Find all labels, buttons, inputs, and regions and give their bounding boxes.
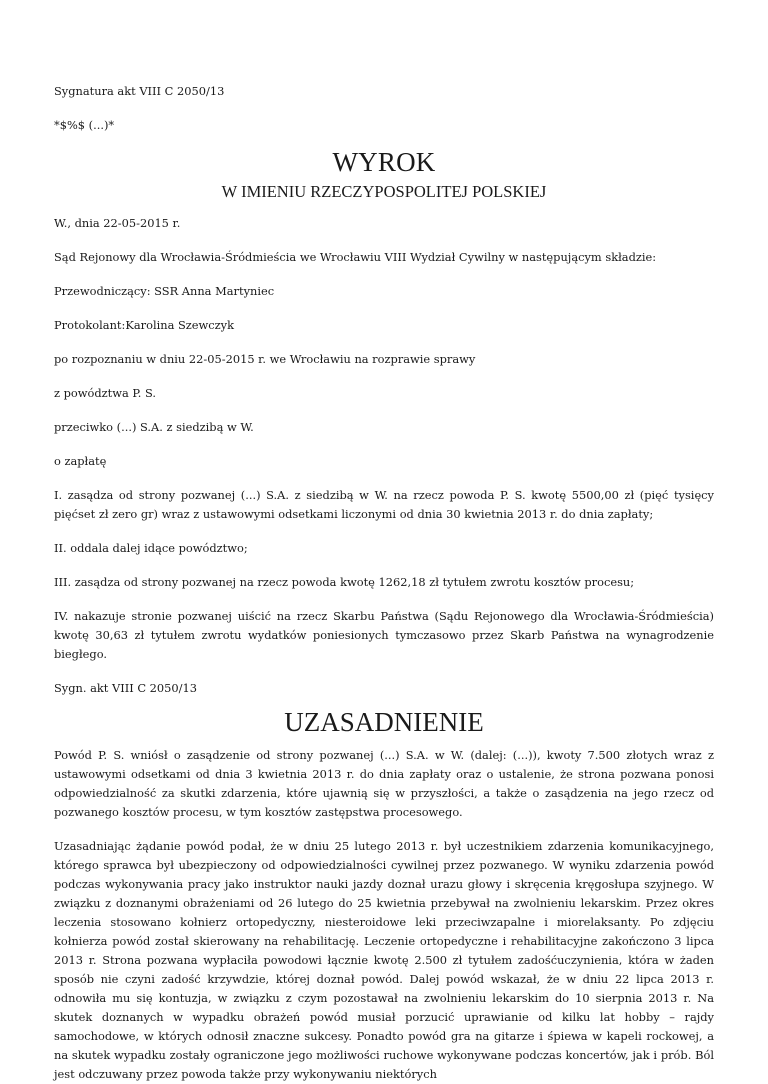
ruling-point-4: IV. nakazuje stronie pozwanej uiścić na rzecz Skarbu Państwa (Sądu Rejonowego dla Wrocławia-Śródmieścia) kwotę 30,63 zł tytułem zwrotu wydatków poniesionych tymczasowo przez Skarb Państwa na wynagrodzenie biegłego.	[54, 609, 714, 661]
ruling-point-2: II. oddala dalej idące powództwo;	[54, 541, 248, 555]
ruling-point-3: III. zasądza od strony pozwanej na rzecz powoda kwotę 1262,18 zł tytułem zwrotu kosztów procesu;	[54, 575, 635, 589]
case-signature: Sygnatura akt VIII C 2050/13	[54, 84, 225, 98]
clerk-line: Protokolant:Karolina Szewczyk	[54, 318, 234, 332]
justification-paragraph-2: Uzasadniając żądanie powód podał, że w dniu 25 lutego 2013 r. był uczestnikiem zdarzenia komunikacyjnego, którego sprawca był ubezpieczony od odpowiedzialności cywilnej przez pozwanego. W wyniku zdarzenia powód podczas wykonywania pracy jako instruktor nauki jazdy doznał urazu głowy i skręcenia kręgosłupa szyjnego. W związku z doznanymi obrażeniami od 26 lutego do 25 kwietnia przebywał na zwolnieniu lekarskim. Przez okres leczenia stosowano kołnierz ortopedyczny, niesteroidowe leki przeciwzapalne i miorelaksanty. Po zdjęciu kołnierza powód został skierowany na rehabilitację. Leczenie ortopedyczne i rehabilitacyjne zakończono 3 lipca 2013 r. Strona pozwana wypłaciła powodowi łącznie kwotę 2.500 zł tytułem zadośćuczynienia, która w żaden sposób nie czyni zadość krzywdzie, której doznał powód. Dalej powód wskazał, że w dniu 22 lipca 2013 r. odnowiła mu się kontuzja, w związku z czym pozostawał na zwolnieniu lekarskim do 10 sierpnia 2013 r. Na skutek doznanych w wypadku obrażeń powód musiał porzucić uprawianie od kilku lat hobby – rajdy samochodowe, w których odnosił znaczne sukcesy. Ponadto powód gra na gitarze i śpiewa w kapeli rockowej, a na skutek wypadku zostały ograniczone jego możliwości ruchowe wykonywane podczas koncertów, jak i prób. Ból jest odczuwany przez powoda także przy wykonywaniu niektórych	[54, 839, 714, 1081]
justification-heading: UZASADNIENIE	[284, 707, 484, 737]
ruling-point-1: I. zasądza od strony pozwanej (...) S.A. z siedzibą w W. na rzecz powoda P. S. kwotę 5500,00 zł (pięć tysięcy pięćset zł zero gr) wraz z ustawowymi odsetkami liczonymi od dnia 30 kwietnia 2013 r. do dnia zapłaty;	[54, 488, 714, 521]
date-line: W., dnia 22-05-2015 r.	[54, 216, 181, 230]
document-title: WYROK	[332, 147, 436, 177]
court-line: Sąd Rejonowy dla Wrocławia-Śródmieścia we Wrocławiu VIII Wydział Cywilny w następującym składzie:	[54, 250, 657, 264]
justification-paragraph-1: Powód P. S. wniósł o zasądzenie od strony pozwanej (...) S.A. w W. (dalej: (...)), kwoty 7.500 złotych wraz z ustawowymi odsetkami od dnia 3 kwietnia 2013 r. do dnia zapłaty oraz o ustalenie, że strona pozwana ponosi odpowiedzialność za skutki zdarzenia, które ujawnią się w przyszłości, a także o zasądzenia na jego rzecz od pozwanego kosztów procesu, w tym kosztów zastępstwa procesowego.	[54, 748, 714, 819]
defendant-line: przeciwko (...) S.A. z siedzibą w W.	[54, 420, 254, 434]
subject-line: o zapłatę	[54, 454, 107, 468]
case-signature-2: Sygn. akt VIII C 2050/13	[54, 681, 198, 695]
chairman-line: Przewodniczący: SSR Anna Martyniec	[54, 284, 275, 298]
judgment-document	[54, 82, 714, 1084]
document-subtitle: W IMIENIU RZECZYPOSPOLITEJ POLSKIEJ	[221, 182, 547, 201]
anonymized-marker: *$%$ (...)*	[54, 118, 115, 132]
plaintiff-line: z powództwa P. S.	[54, 386, 157, 400]
hearing-line: po rozpoznaniu w dniu 22-05-2015 r. we Wrocławiu na rozprawie sprawy	[54, 352, 476, 366]
